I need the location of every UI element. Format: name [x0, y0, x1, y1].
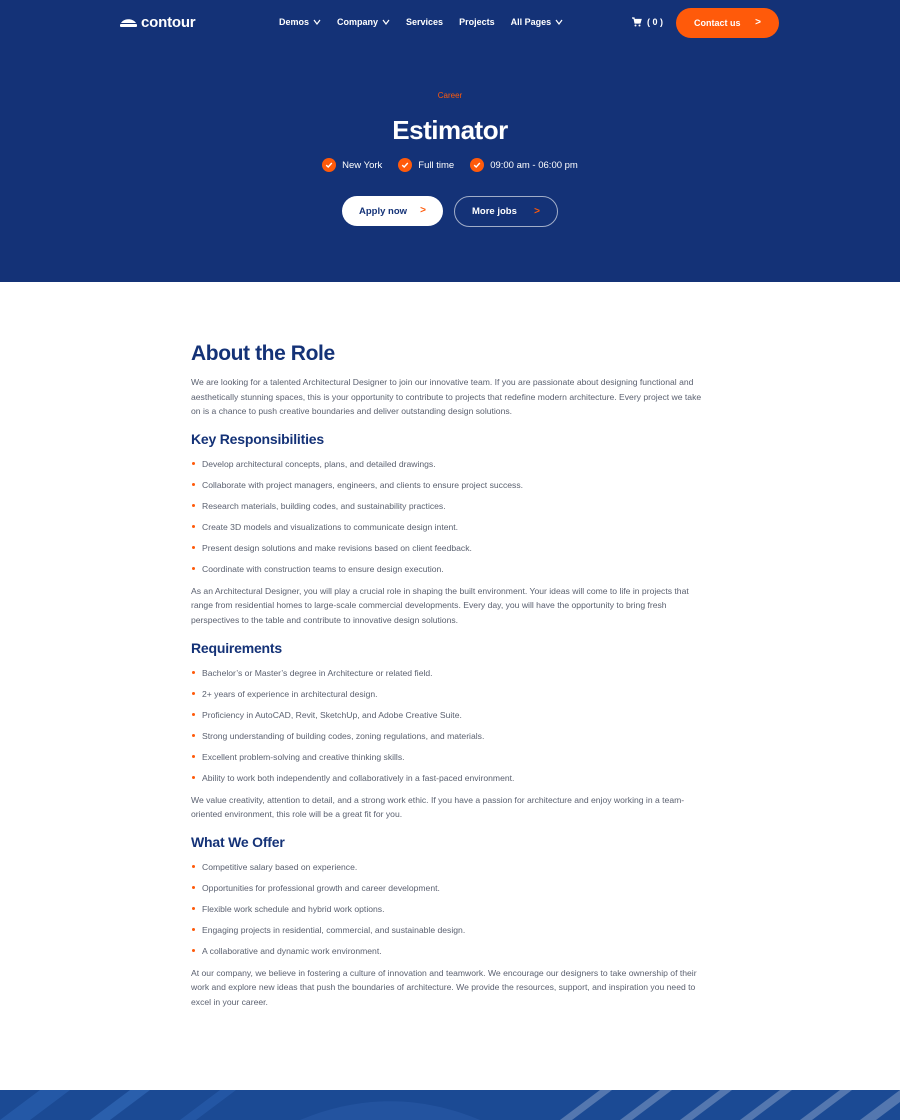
cart-icon — [632, 17, 642, 27]
hero-actions — [342, 196, 558, 227]
requirements-text: We value creativity, attention to detail, and a strong work ethic. If you have a passion for architecture and enjoy working in a team-oriented environment, this role will be a great fit for you. — [191, 794, 685, 820]
list-item: Proficiency in AutoCAD, Revit, SketchUp, and Adobe Creative Suite. — [191, 709, 711, 721]
chevron-down-icon — [313, 18, 321, 26]
menu-item-projects[interactable] — [459, 17, 495, 27]
list-item: Engaging projects in residential, commercial, and sustainable design. — [191, 924, 711, 936]
menu-item-services[interactable] — [406, 17, 443, 27]
about-text: We are looking for a talented Architectural Designer to join our innovative team. If you are passionate about designing functional and aesthetically stunning spaces, this is your opportunity to contribute to projects that redefine modern architecture. Every project we take on is a chance to push creative boundaries and deliver outstanding design solutions. — [191, 377, 702, 417]
list-item: Opportunities for professional growth and career development. — [191, 882, 711, 894]
contact-us-label: Contact us — [694, 18, 741, 28]
contour-logo-icon — [120, 17, 137, 28]
more-jobs-label: More jobs — [472, 206, 517, 217]
job-hours — [470, 158, 578, 172]
list-item: A collaborative and dynamic work environment. — [191, 945, 711, 957]
list-item: Bachelor’s or Master’s degree in Architecture or related field. — [191, 667, 711, 679]
cart-button[interactable] — [632, 17, 663, 27]
about-title: About the Role — [191, 342, 335, 365]
job-meta — [0, 158, 900, 172]
menu-item-label: Services — [406, 17, 444, 27]
check-icon — [398, 158, 412, 172]
more-jobs-button[interactable] — [454, 196, 558, 227]
arrow-right-icon: > — [534, 206, 540, 217]
list-item: Coordinate with construction teams to ensure design execution. — [191, 563, 711, 575]
job-hours-label: 09:00 am - 06:00 pm — [490, 159, 578, 171]
list-item: Competitive salary based on experience. — [191, 861, 711, 873]
list-item: Excellent problem-solving and creative thinking skills. — [191, 751, 711, 763]
contact-us-button[interactable] — [676, 8, 779, 38]
menu-item-label: Company — [337, 17, 379, 27]
apply-now-label: Apply now — [359, 205, 408, 217]
menu-item-all-pages[interactable] — [511, 17, 564, 27]
list-item: Create 3D models and visualizations to communicate design intent. — [191, 521, 711, 533]
list-item: Develop architectural concepts, plans, and detailed drawings. — [191, 458, 711, 470]
footer-image-band — [0, 1090, 900, 1120]
menu-item-demos[interactable] — [279, 17, 321, 27]
cart-count: ( 0 ) — [647, 17, 664, 27]
hero-section — [0, 0, 900, 282]
list-item: Research materials, building codes, and sustainability practices. — [191, 500, 711, 512]
list-item: Flexible work schedule and hybrid work options. — [191, 903, 711, 915]
job-type — [398, 158, 454, 172]
list-item: Present design solutions and make revisions based on client feedback. — [191, 542, 711, 554]
apply-now-button[interactable] — [342, 196, 443, 226]
menu-item-label: All Pages — [510, 17, 552, 27]
responsibilities-text: As an Architectural Designer, you will play a crucial role in shaping the built environment. Your ideas will come to life in projects that range from residential homes to large-scale commercial developments. Every day, you will have the opportunity to bring fresh perspectives to the table and contribute to innovative design solutions. — [191, 585, 689, 625]
job-type-label: Full time — [418, 159, 455, 171]
menu-item-label: Demos — [279, 17, 310, 27]
arrow-right-icon: > — [755, 17, 761, 28]
logo-text: contour — [141, 14, 196, 31]
top-navigation — [0, 0, 900, 46]
job-description — [191, 340, 711, 1010]
chevron-down-icon — [555, 18, 563, 26]
logo[interactable] — [120, 14, 195, 31]
architecture-background-image — [0, 1090, 900, 1120]
requirements-list — [191, 667, 711, 784]
check-icon — [470, 158, 484, 172]
menu-item-company[interactable] — [337, 17, 390, 27]
main-menu — [279, 17, 563, 27]
offer-title: What We Offer — [191, 833, 285, 850]
responsibilities-title: Key Responsibilities — [191, 430, 324, 447]
check-icon — [322, 158, 336, 172]
list-item: 2+ years of experience in architectural design. — [191, 688, 711, 700]
list-item: Collaborate with project managers, engineers, and clients to ensure project success. — [191, 479, 711, 491]
page-title: Estimator — [392, 115, 508, 145]
job-location-label: New York — [342, 159, 383, 171]
job-location — [322, 158, 382, 172]
chevron-down-icon — [382, 18, 390, 26]
arrow-right-icon: > — [420, 205, 426, 216]
menu-item-label: Projects — [459, 17, 495, 27]
list-item: Strong understanding of building codes, zoning regulations, and materials. — [191, 730, 711, 742]
hero-eyebrow: Career — [437, 91, 463, 100]
offer-list — [191, 861, 711, 957]
responsibilities-list — [191, 458, 711, 575]
list-item: Ability to work both independently and collaboratively in a fast-paced environment. — [191, 772, 711, 784]
requirements-title: Requirements — [191, 639, 282, 656]
closing-text: At our company, we believe in fostering a culture of innovation and teamwork. We encourage our designers to take ownership of their work and explore new ideas that push the boundaries of architecture. We provide the resources, support, and inspiration you need to excel in your career. — [191, 967, 697, 1007]
